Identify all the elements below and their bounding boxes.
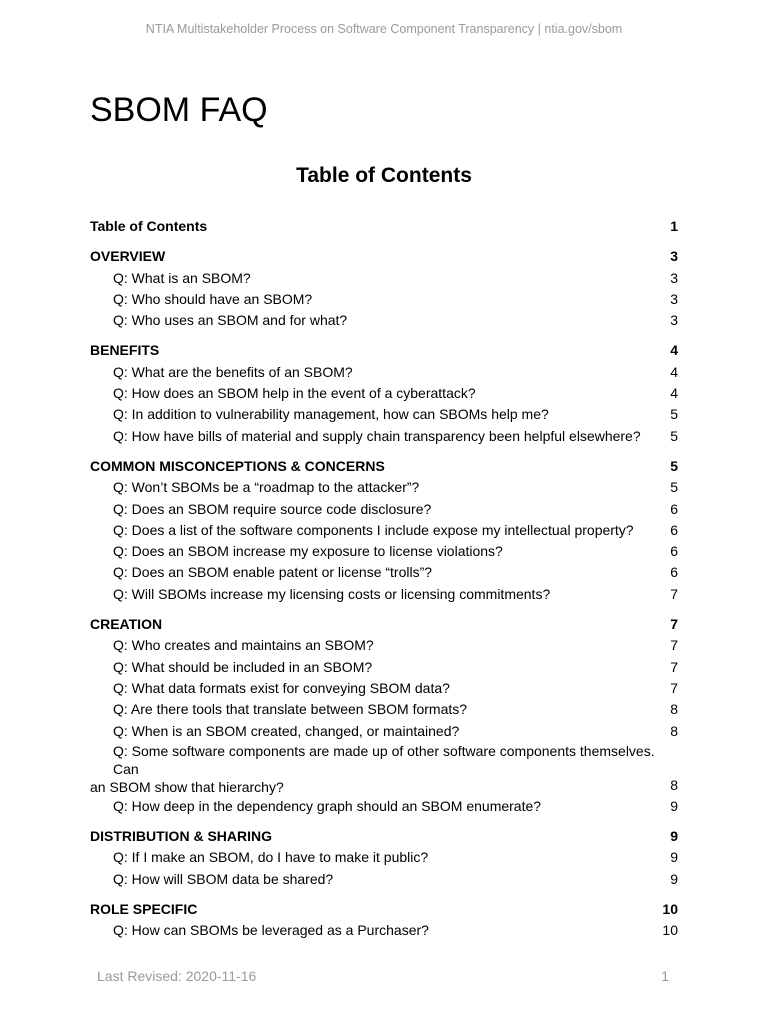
page-header: NTIA Multistakeholder Process on Software Component Transparency | ntia.gov/sbom bbox=[145, 22, 623, 36]
toc-entry-page: 9 bbox=[670, 828, 678, 845]
toc-subentry-page: 6 bbox=[670, 543, 678, 560]
toc-entry-misconceptions[interactable] bbox=[90, 456, 678, 477]
toc-subentry[interactable] bbox=[90, 657, 678, 678]
toc-subentry-page: 7 bbox=[670, 679, 678, 696]
toc-entry-page: 3 bbox=[670, 248, 678, 265]
toc-subentry[interactable] bbox=[90, 520, 678, 541]
toc-subentry-text: Q: How have bills of material and supply chain transparency been helpful elsewhere? bbox=[113, 427, 641, 444]
toc-subentry-page: 3 bbox=[670, 290, 678, 307]
toc-subentry[interactable] bbox=[90, 310, 678, 331]
last-revised-date: Last Revised: 2020-11-16 bbox=[97, 968, 257, 984]
page-number: 1 bbox=[661, 968, 669, 984]
toc-subentry-text: Q: If I make an SBOM, do I have to make it public? bbox=[113, 849, 429, 866]
toc-subentry[interactable] bbox=[90, 562, 678, 583]
toc-subentry[interactable] bbox=[90, 869, 678, 890]
toc-subentry-page: 6 bbox=[670, 500, 678, 517]
toc-subentry-text: Q: What data formats exist for conveying SBOM data? bbox=[113, 679, 450, 696]
toc-section-overview bbox=[90, 246, 678, 331]
toc-subentry-page: 8 bbox=[670, 722, 678, 739]
toc-section-distribution bbox=[90, 826, 678, 890]
toc-subentry[interactable] bbox=[90, 678, 678, 699]
toc-subentry[interactable] bbox=[90, 383, 678, 404]
toc-subentry[interactable] bbox=[90, 477, 678, 498]
toc-subentry-text: Q: Are there tools that translate between SBOM formats? bbox=[113, 701, 468, 718]
toc-entry-title: CREATION bbox=[90, 616, 163, 633]
toc-subentry-page: 9 bbox=[670, 849, 678, 866]
toc-subentry[interactable] bbox=[90, 289, 678, 310]
toc-subentry-text: Q: What are the benefits of an SBOM? bbox=[113, 363, 353, 380]
toc-subentry-text: Q: Won’t SBOMs be a “roadmap to the attacker”? bbox=[113, 479, 420, 496]
toc-subentry-text-line1: Q: Some software components are made up of other software components themselves. Can bbox=[113, 742, 655, 777]
toc-subentry-text: Q: Does a list of the software components I include expose my intellectual property? bbox=[113, 521, 634, 538]
toc-entry-table-of-contents[interactable] bbox=[90, 216, 678, 237]
toc-subentry-page: 8 bbox=[670, 701, 678, 718]
toc-subentry-page: 9 bbox=[670, 870, 678, 887]
toc-subentry-text: Q: When is an SBOM created, changed, or maintained? bbox=[113, 722, 460, 739]
toc-section-creation bbox=[90, 614, 678, 817]
toc-entry-overview[interactable] bbox=[90, 246, 678, 267]
toc-subentry-text: Q: Who creates and maintains an SBOM? bbox=[113, 637, 374, 654]
toc-entry-page: 10 bbox=[662, 901, 678, 918]
toc-entry-creation[interactable] bbox=[90, 614, 678, 635]
toc-subentry[interactable] bbox=[90, 426, 678, 447]
toc-subentry-page: 7 bbox=[670, 637, 678, 654]
toc-subentry-text: Q: Who should have an SBOM? bbox=[113, 290, 313, 307]
toc-section-table-of-contents bbox=[90, 216, 678, 237]
toc-subentry-text: Q: Does an SBOM increase my exposure to license violations? bbox=[113, 543, 503, 560]
toc-entry-page: 7 bbox=[670, 616, 678, 633]
toc-subentry-page: 8 bbox=[670, 776, 678, 793]
toc-subentry-text: Q: Does an SBOM enable patent or license “trolls”? bbox=[113, 564, 433, 581]
toc-subentry-page: 6 bbox=[670, 521, 678, 538]
toc-entry-title: DISTRIBUTION & SHARING bbox=[90, 828, 272, 845]
toc-subentry-text: Q: Who uses an SBOM and for what? bbox=[113, 312, 348, 329]
toc-subentry-page: 5 bbox=[670, 427, 678, 444]
toc-subentry[interactable] bbox=[90, 721, 678, 742]
toc-subentry-page: 4 bbox=[670, 385, 678, 402]
toc-entry-distribution[interactable] bbox=[90, 826, 678, 847]
toc-entry-title: Table of Contents bbox=[90, 218, 208, 234]
toc-subentry-page: 5 bbox=[670, 479, 678, 496]
toc-entry-title: ROLE SPECIFIC bbox=[90, 901, 198, 918]
toc-subentry-text: Q: Will SBOMs increase my licensing costs or licensing commitments? bbox=[113, 585, 551, 602]
toc-subentry-text: Q: In addition to vulnerability management, how can SBOMs help me? bbox=[113, 406, 549, 423]
toc-subentry-page: 3 bbox=[670, 312, 678, 329]
toc-subentry[interactable] bbox=[90, 362, 678, 383]
toc-subentry-page: 7 bbox=[670, 585, 678, 602]
toc-subentry-page: 4 bbox=[670, 363, 678, 380]
toc-entry-title: BENEFITS bbox=[90, 342, 160, 359]
toc-subentry[interactable] bbox=[90, 541, 678, 562]
toc-subentry[interactable] bbox=[90, 920, 678, 941]
toc-entry-title: COMMON MISCONCEPTIONS & CONCERNS bbox=[90, 457, 385, 474]
toc-subentry[interactable] bbox=[90, 699, 678, 720]
toc-subentry[interactable] bbox=[90, 268, 678, 289]
toc-subentry[interactable] bbox=[90, 796, 678, 817]
table-of-contents bbox=[90, 216, 678, 951]
toc-subentry-text: Q: What should be included in an SBOM? bbox=[113, 658, 373, 675]
toc-entry-page: 5 bbox=[670, 457, 678, 474]
toc-subentry-text: Q: Does an SBOM require source code disclosure? bbox=[113, 500, 432, 517]
toc-subentry-page: 7 bbox=[670, 658, 678, 675]
toc-subentry[interactable] bbox=[90, 847, 678, 868]
toc-entry-title: OVERVIEW bbox=[90, 248, 166, 265]
toc-section-role-specific bbox=[90, 899, 678, 942]
toc-subentry[interactable] bbox=[90, 635, 678, 656]
toc-subentry-text: Q: How deep in the dependency graph should an SBOM enumerate? bbox=[113, 797, 542, 814]
toc-subentry[interactable] bbox=[90, 584, 678, 605]
toc-subentry[interactable] bbox=[90, 742, 678, 796]
toc-subentry-text-line2: an SBOM show that hierarchy? bbox=[90, 778, 284, 795]
toc-subentry-text bbox=[90, 742, 670, 796]
toc-heading: Table of Contents bbox=[296, 164, 472, 187]
toc-subentry-page: 3 bbox=[670, 269, 678, 286]
toc-section-misconceptions bbox=[90, 456, 678, 605]
toc-subentry-page: 6 bbox=[670, 564, 678, 581]
toc-subentry-text: Q: How does an SBOM help in the event of a cyberattack? bbox=[113, 385, 476, 402]
toc-entry-page: 4 bbox=[670, 342, 678, 359]
toc-subentry-page: 5 bbox=[670, 406, 678, 423]
toc-subentry[interactable] bbox=[90, 499, 678, 520]
toc-subentry-text: Q: How can SBOMs be leveraged as a Purchaser? bbox=[113, 922, 429, 939]
toc-subentry-text: Q: How will SBOM data be shared? bbox=[113, 870, 334, 887]
toc-entry-role-specific[interactable] bbox=[90, 899, 678, 920]
document-title: SBOM FAQ bbox=[90, 91, 268, 129]
toc-subentry-page: 9 bbox=[670, 797, 678, 814]
toc-subentry[interactable] bbox=[90, 404, 678, 425]
toc-entry-page: 1 bbox=[670, 218, 678, 234]
toc-entry-benefits[interactable] bbox=[90, 340, 678, 361]
toc-subentry-page: 10 bbox=[662, 922, 678, 939]
toc-section-benefits bbox=[90, 340, 678, 446]
toc-subentry-text: Q: What is an SBOM? bbox=[113, 269, 251, 286]
